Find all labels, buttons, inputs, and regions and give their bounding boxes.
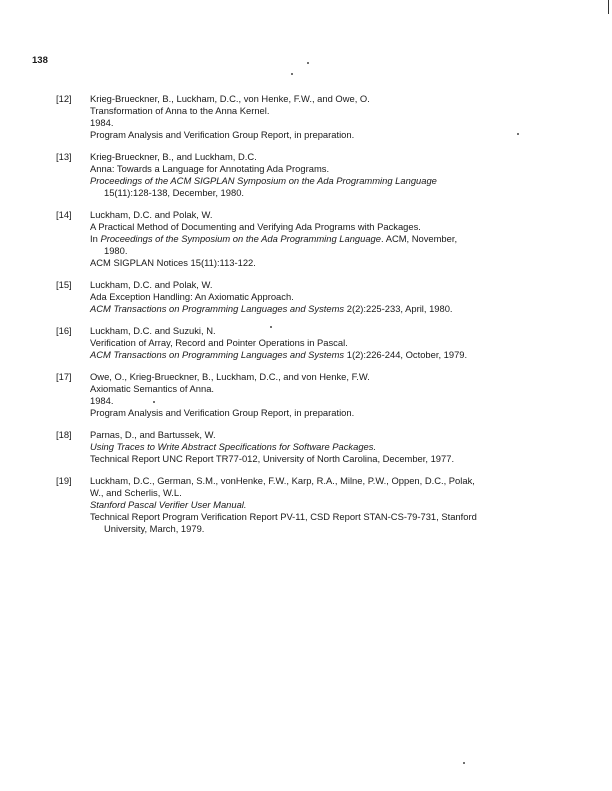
reference-line: Anna: Towards a Language for Annotating Ada Programs. [90,163,330,174]
reference-entry [56,151,596,199]
reference-line: Transformation of Anna to the Anna Kernel. [90,105,270,116]
reference-entry [56,279,596,315]
reference-line: ACM SIGPLAN Notices 15(11):113-122. [90,257,256,268]
reference-entry [56,371,596,419]
reference-line: 1984. [90,117,114,128]
reference-entry [56,325,596,361]
reference-line: Luckham, D.C., German, S.M., vonHenke, F.W., Karp, R.A., Milne, P.W., Oppen, D.C., Polak, [90,475,475,486]
reference-number: [19] [56,475,72,486]
reference-line: 15(11):128-138, December, 1980. [104,187,245,198]
scan-speck [270,326,272,328]
reference-line: Luckham, D.C. and Polak, W. [90,209,213,220]
reference-line: Luckham, D.C. and Polak, W. [90,279,213,290]
scan-speck [307,62,309,64]
reference-line: A Practical Method of Documenting and Verifying Ada Programs with Packages. [90,221,421,232]
reference-entry [56,429,596,465]
reference-number: [17] [56,371,72,382]
reference-list [56,93,596,545]
reference-number: [18] [56,429,72,440]
scan-speck [291,73,293,75]
scan-speck [463,762,465,764]
reference-line: Technical Report UNC Report TR77-012, University of North Carolina, December, 1977. [90,453,455,464]
reference-line: Luckham, D.C. and Suzuki, N. [90,325,216,336]
reference-line: Owe, O., Krieg-Brueckner, B., Luckham, D.C., and von Henke, F.W. [90,371,370,382]
reference-number: [12] [56,93,72,104]
reference-number: [16] [56,325,72,336]
reference-line: Ada Exception Handling: An Axiomatic Approach. [90,291,294,302]
reference-line: ACM Transactions on Programming Languages and Systems 2(2):225-233, April, 1980. [90,303,453,314]
reference-line: Krieg-Brueckner, B., Luckham, D.C., von Henke, F.W., and Owe, O. [90,93,370,104]
reference-line: Stanford Pascal Verifier User Manual. [90,499,247,510]
page-number: 138 [32,55,48,66]
reference-line: Technical Report Program Verification Report PV-11, CSD Report STAN-CS-79-731, Stanford [90,511,477,522]
reference-line: Verification of Array, Record and Pointer Operations in Pascal. [90,337,348,348]
reference-line: Krieg-Brueckner, B., and Luckham, D.C. [90,151,257,162]
reference-number: [13] [56,151,72,162]
reference-line: Axiomatic Semantics of Anna. [90,383,215,394]
reference-line: Proceedings of the ACM SIGPLAN Symposium on the Ada Programming Language [90,175,437,186]
reference-number: [15] [56,279,72,290]
reference-entry [56,209,596,269]
reference-number: [14] [56,209,72,220]
reference-line: ACM Transactions on Programming Languages and Systems 1(2):226-244, October, 1979. [90,349,468,360]
reference-line: Parnas, D., and Bartussek, W. [90,429,216,440]
reference-entry [56,93,596,141]
page-edge-mark [608,0,609,14]
reference-line: University, March, 1979. [104,523,205,534]
scan-speck [153,401,155,403]
reference-line: In Proceedings of the Symposium on the Ada Programming Language. ACM, November, [90,233,458,244]
scan-speck [517,133,519,135]
reference-line: W., and Scherlis, W.L. [90,487,182,498]
reference-line: Program Analysis and Verification Group Report, in preparation. [90,407,355,418]
reference-line: 1980. [104,245,128,256]
reference-entry [56,475,596,535]
reference-line: 1984. [90,395,114,406]
reference-line: Program Analysis and Verification Group Report, in preparation. [90,129,355,140]
reference-line: Using Traces to Write Abstract Specifications for Software Packages. [90,441,377,452]
